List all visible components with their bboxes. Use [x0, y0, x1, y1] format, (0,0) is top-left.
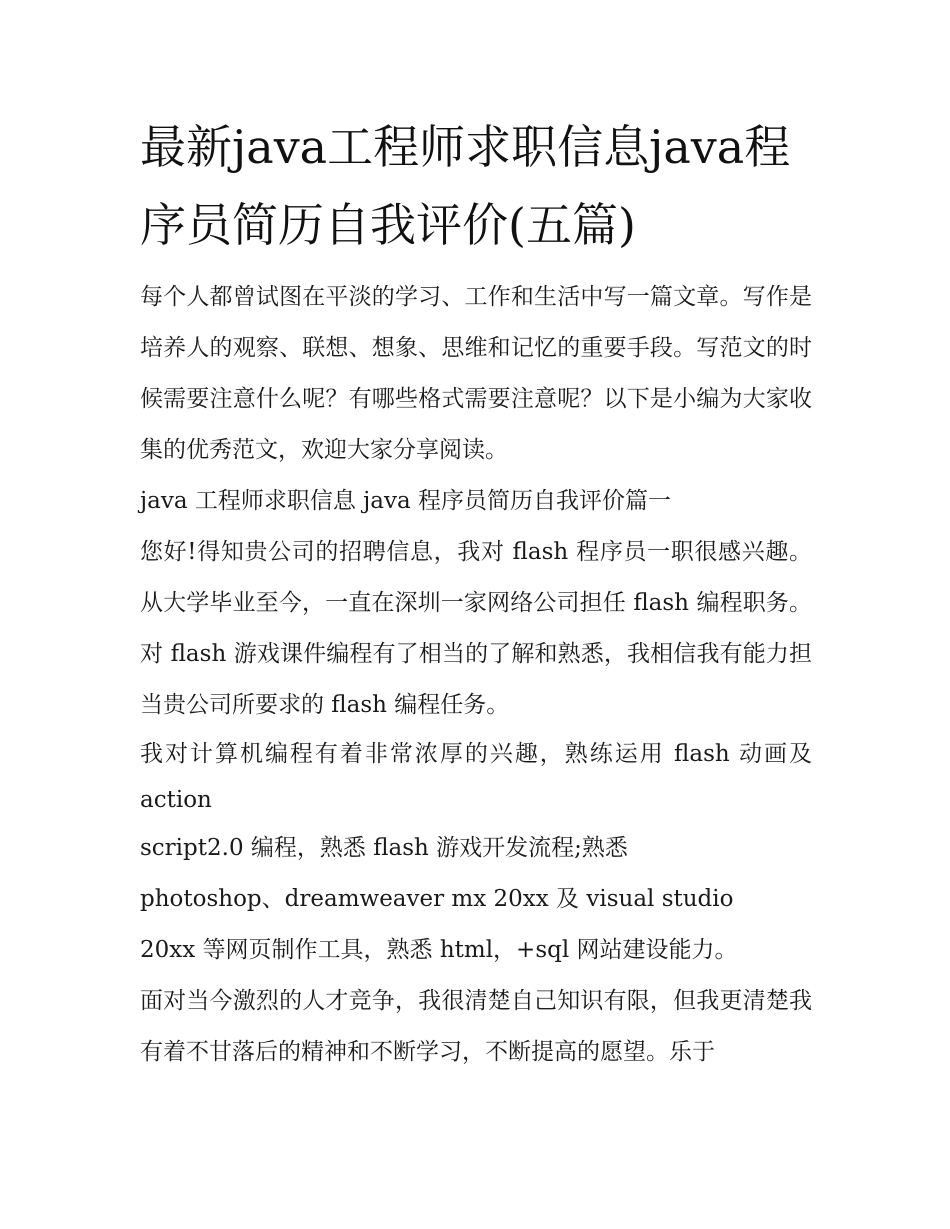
- body-paragraph: 我对计算机编程有着非常浓厚的兴趣，熟练运用 flash 动画及 action: [140, 741, 812, 813]
- body-paragraph: 面对当今激烈的人才竞争，我很清楚自己知识有限，但我更清楚我有着不甘落后的精神和不断学习，不断提高的愿望。乐于: [140, 988, 812, 1065]
- body-paragraph: 您好!得知贵公司的招聘信息，我对 flash 程序员一职很感兴趣。从大学毕业至今，一直在深圳一家网络公司担任 flash 编程职务。对 flash 游戏课件编程有了相当的了解和熟悉，我相信我有能力担当贵公司所要求的 flash 编程任务。: [140, 539, 812, 718]
- body-paragraph: script2.0 编程，熟悉 flash 游戏开发流程;熟悉: [140, 835, 628, 861]
- section-heading: java 工程师求职信息 java 程序员简历自我评价篇一: [140, 488, 672, 514]
- document-page: [140, 108, 812, 1078]
- intro-paragraph: 每个人都曾试图在平淡的学习、工作和生活中写一篇文章。写作是培养人的观察、联想、想象、思维和记忆的重要手段。写范文的时候需要注意什么呢？有哪些格式需要注意呢？以下是小编为大家收集的优秀范文，欢迎大家分享阅读。: [140, 284, 812, 463]
- body-paragraph: 20xx 等网页制作工具，熟悉 html，+sql 网站建设能力。: [140, 937, 738, 963]
- document-title: 最新java工程师求职信息java程序员简历自我评价(五篇): [140, 120, 791, 252]
- body-paragraph: photoshop、dreamweaver mx 20xx 及 visual studio: [140, 886, 734, 912]
